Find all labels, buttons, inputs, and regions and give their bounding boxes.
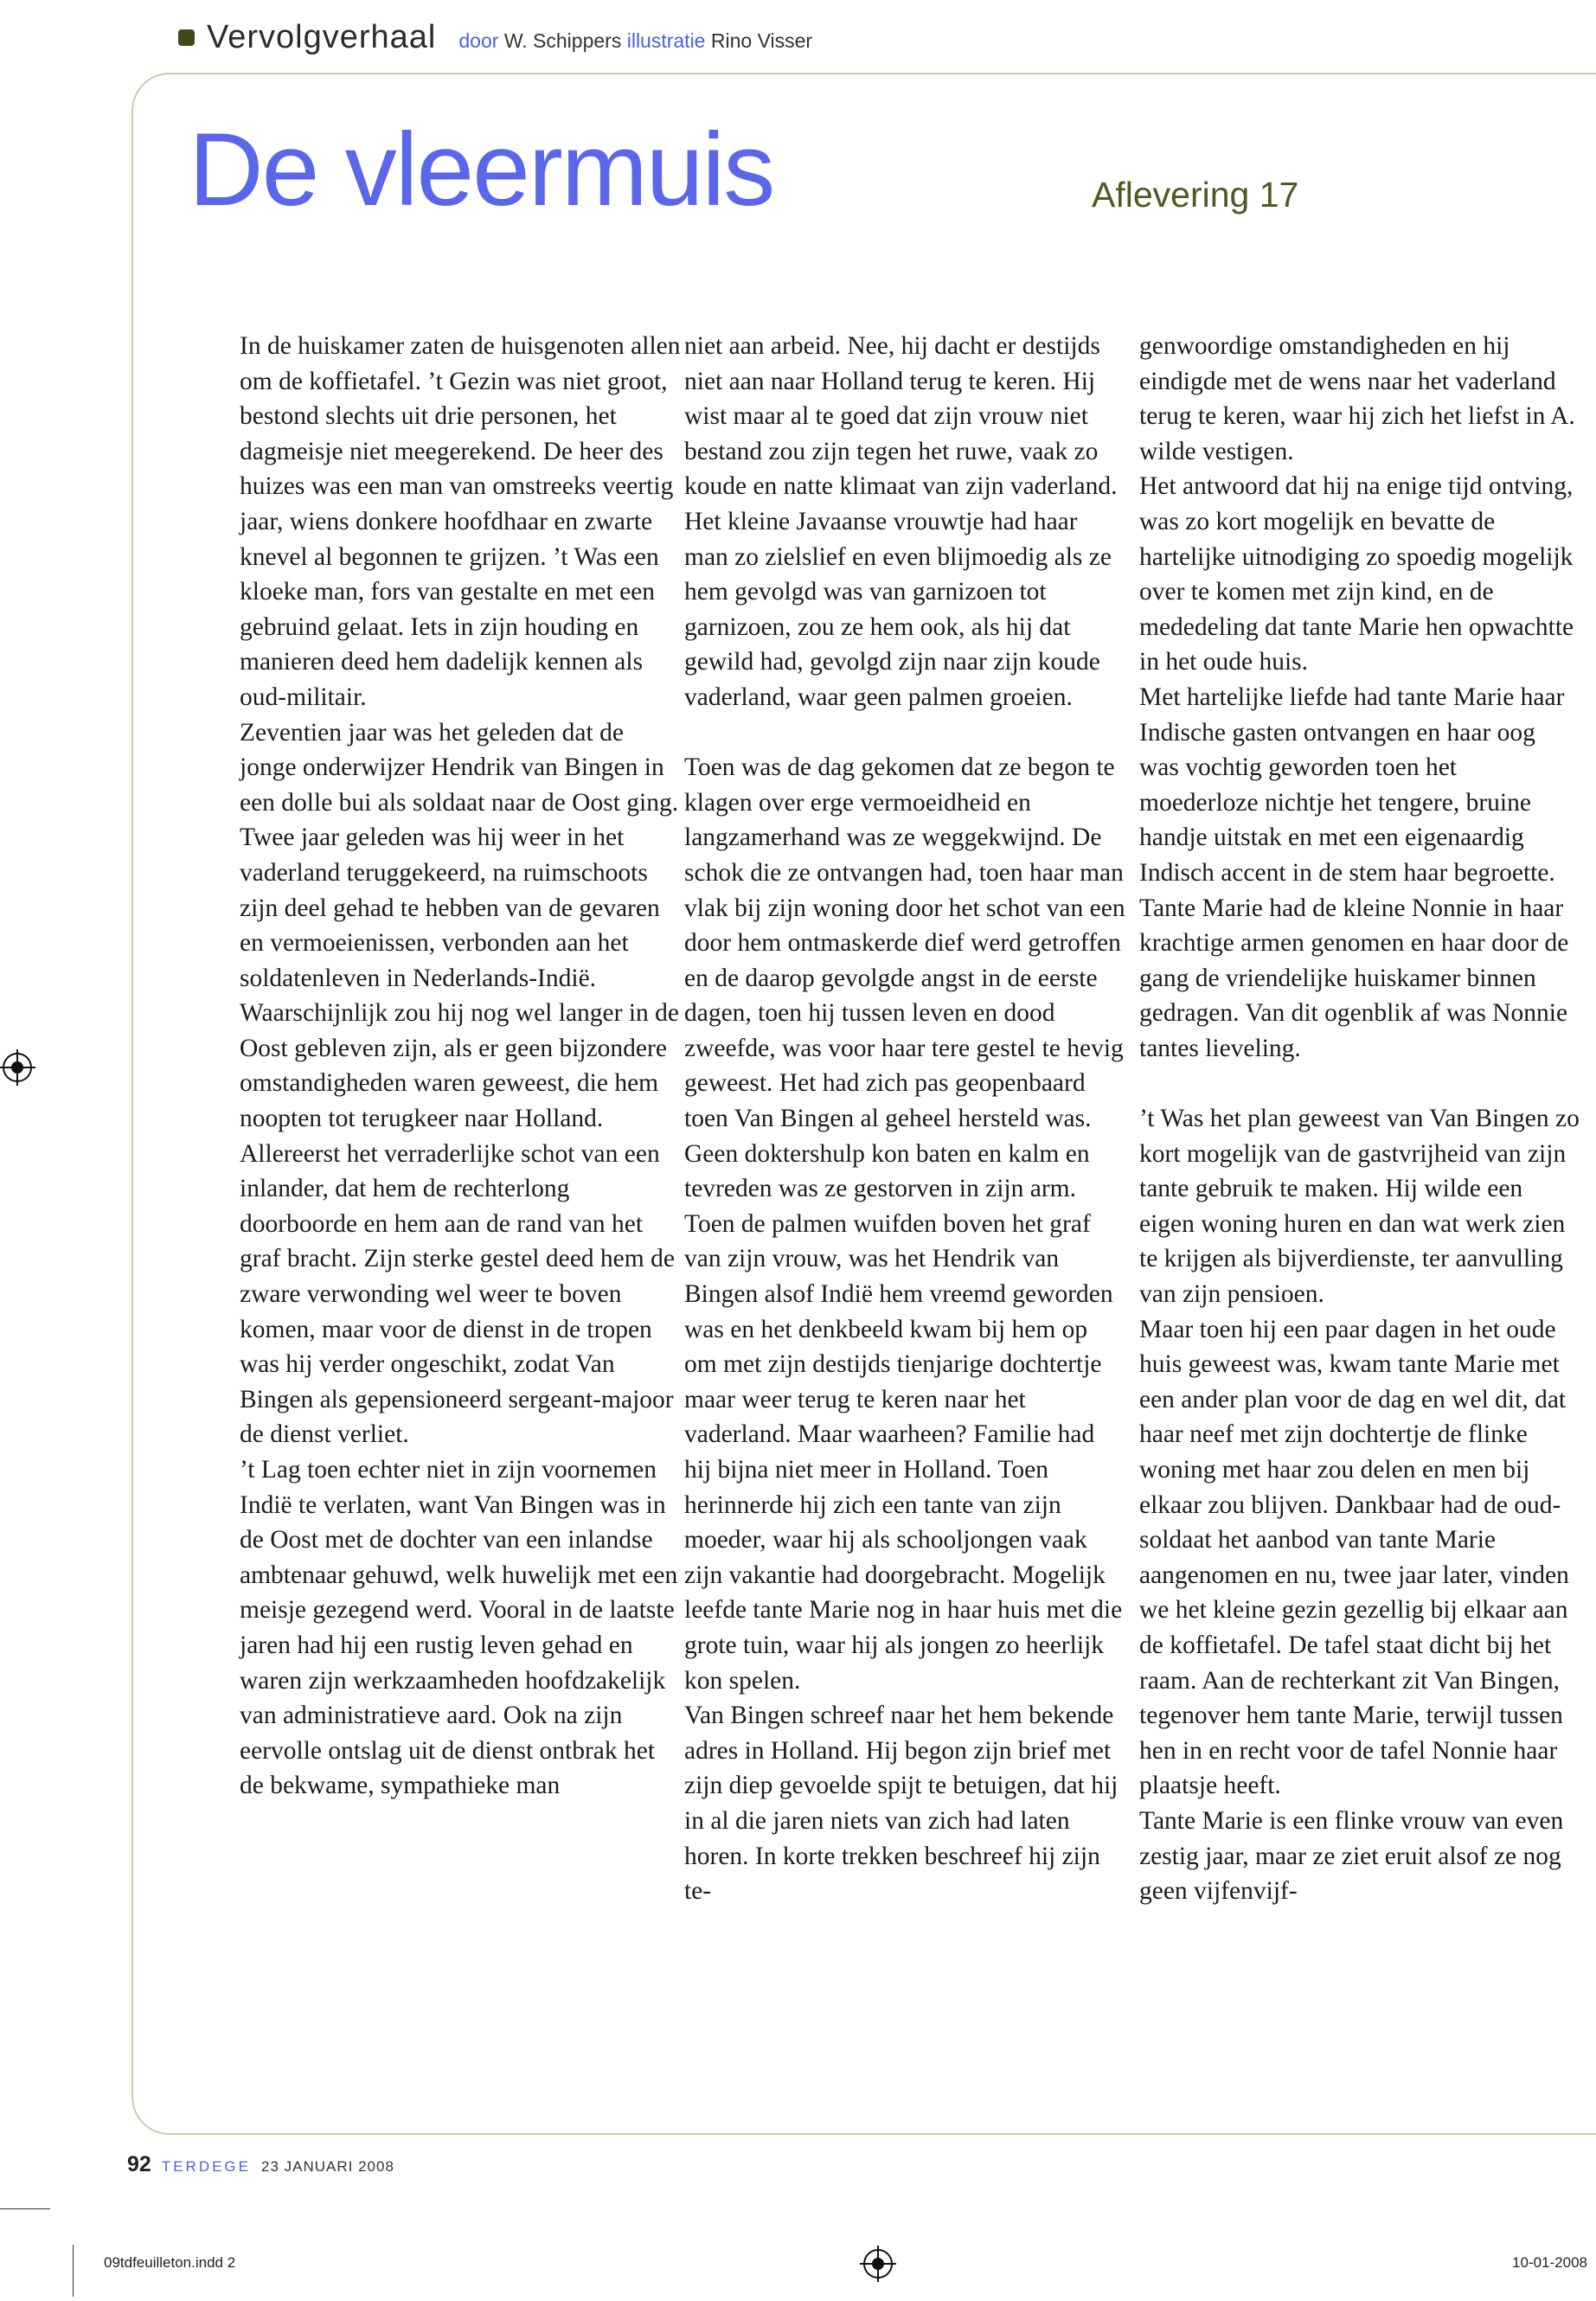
paragraph: Van Bingen schreef naar het hem bekende adres in Holland. Hij begon zijn brief met zijn diep gevoelde spijt te betuigen, dat hij in al die jaren niets van zich had laten horen. In korte trekken beschreef hij zijn te- bbox=[684, 1702, 1118, 1906]
section-label: Vervolgverhaal bbox=[207, 19, 437, 55]
crop-mark bbox=[73, 2245, 74, 2297]
paragraph: Waarschijnlijk zou hij nog wel langer in de Oost gebleven zijn, als er geen bijzondere omstandigheden waren geweest, die hem noopten tot terugkeer naar Holland. bbox=[240, 999, 679, 1133]
paragraph: Toen de palmen wuifden boven het graf van zijn vrouw, was het Hendrik van Bingen alsof Indië hem vreemd geworden was en het denkbeeld kwam bij hem op om met zijn destijds tienjarige dochtertje maar weer terug te keren naar het vaderland. Maar waarheen? Familie had hij bijna niet meer in Holland. Toen herinnerde hij zich een tante van zijn moeder, waar hij als schooljongen vaak zijn vakantie had doorgebracht. Mogelijk leefde tante Marie nog in haar huis met die grote tuin, waar hij als jongen zo heerlijk kon spelen. bbox=[684, 1209, 1123, 1695]
author-name: W. Schippers bbox=[503, 29, 622, 52]
slug-date: 10-01-2008 bbox=[1512, 2254, 1587, 2271]
slug-filename: 09tdfeuilleton.indd 2 bbox=[104, 2254, 236, 2271]
text-column-3 bbox=[1139, 329, 1580, 1909]
illustrator-role: illustratie bbox=[626, 29, 706, 52]
paragraph: Zeventien jaar was het geleden dat de jonge onderwijzer Hendrik van Bingen in een dolle bui als soldaat naar de Oost ging. Twee jaar geleden was hij weer in het vaderland teruggekeerd, na ruimschoots zijn deel gehad te hebben van de gevaren en vermoeienissen, verbonden aan het soldatenleven in Nederlands-Indië. bbox=[240, 718, 679, 992]
episode-label: Aflevering 17 bbox=[1092, 175, 1299, 215]
illustrator-name: Rino Visser bbox=[710, 29, 813, 52]
text-column-2 bbox=[684, 329, 1125, 1909]
paragraph: niet aan arbeid. Nee, hij dacht er destijds niet aan naar Holland terug te keren. Hij wist maar al te goed dat zijn vrouw niet bestand zou zijn tegen het ruwe, vaak zo koude en natte klimaat van zijn vaderland. bbox=[684, 332, 1118, 501]
crop-mark bbox=[0, 2208, 50, 2209]
registration-mark-icon bbox=[863, 2249, 893, 2279]
paragraph: Het antwoord dat hij na enige tijd ontving, was zo kort mogelijk en bevatte de hartelijke uitnodiging zo spoedig mogelijk over te komen met zijn kind, en de mededeling dat tante Marie hen opwachtte in het oude huis. bbox=[1139, 472, 1574, 676]
section-bullet-icon bbox=[178, 29, 195, 46]
paragraph: ’t Lag toen echter niet in zijn voornemen Indië te verlaten, want Van Bingen was in de Oost met de dochter van een inlandse ambtenaar gehuwd, welk huwelijk met een meisje gezegend werd. Vooral in de laatste jaren had hij een rustig leven gehad en waren zijn werkzaamheden hoofdzakelijk van administratieve aard. Ook na zijn eervolle ontslag uit de dienst ontbrak het de bekwame, sympathieke man bbox=[240, 1456, 678, 1800]
running-header bbox=[178, 19, 812, 71]
text-column-1 bbox=[240, 329, 681, 1804]
paragraph: Het kleine Javaanse vrouwtje had haar man zo zielslief en even blijmoedig als ze hem gevolgd was van garnizoen tot garnizoen, zou ze hem ook, als hij dat gewild had, gevolgd zijn naar zijn koude vaderland, waar geen palmen groeien. bbox=[684, 507, 1112, 711]
paragraph: Tante Marie is een flinke vrouw van even zestig jaar, maar ze ziet eruit alsof ze nog geen vijfenvijf- bbox=[1139, 1806, 1564, 1906]
credits bbox=[458, 29, 812, 53]
magazine-name: TERDEGE bbox=[161, 2158, 251, 2175]
paragraph: In de huiskamer zaten de huisgenoten allen om de koffietafel. ’t Gezin was niet groot, bestond slechts uit drie personen, het dagmeisje niet meegerekend. De heer des huizes was een man van omstreeks veertig jaar, wiens donkere hoofdhaar en zwarte knevel al begonnen te grijzen. ’t Was een kloeke man, fors van gestalte en met een gebruind gelaat. Iets in zijn houding en manieren deed hem dadelijk kennen als oud-militair. bbox=[240, 332, 681, 711]
page-number: 92 bbox=[127, 2152, 151, 2176]
paragraph: genwoordige omstandigheden en hij eindigde met de wens naar het vaderland terug te keren, waar hij zich het liefst in A. wilde vestigen. bbox=[1139, 332, 1575, 465]
page-footer bbox=[127, 2152, 394, 2177]
registration-mark-icon bbox=[3, 1053, 32, 1082]
paragraph: Maar toen hij een paar dagen in het oude huis geweest was, kwam tante Marie met een ander plan voor de dag en wel dit, dat haar neef met zijn dochtertje de flinke woning met haar zou delen en men bij elkaar zou blijven. Dankbaar had de oud-soldaat het aanbod van tante Marie aangenomen en nu, twee jaar later, vinden we het kleine gezin gezellig bij elkaar aan de koffietafel. De tafel staat dicht bij het raam. Aan de rechterkant zit Van Bingen, tegenover hem tante Marie, terwijl tussen hen in en recht voor de tafel Nonnie haar plaatsje heeft. bbox=[1139, 1315, 1569, 1800]
paragraph: Toen was de dag gekomen dat ze begon te klagen over erge vermoeidheid en langzamerhand was ze weggekwijnd. De schok die ze ontvangen had, toen haar man vlak bij zijn woning door het schot van een door hem ontmaskerde dief werd getroffen en de daarop gevolgde angst in de eerste dagen, toen hij tussen leven en dood zweefde, was voor haar tere gestel te hevig geweest. Het had zich pas geopenbaard toen Van Bingen al geheel hersteld was. Geen doktershulp kon baten en kalm en tevreden was ze gestorven in zijn arm. bbox=[684, 753, 1125, 1203]
paragraph: ’t Was het plan geweest van Van Bingen zo kort mogelijk van de gastvrijheid van zijn tante gebruik te maken. Hij wilde een eigen woning huren en dan wat werk zien te krijgen als bijverdienste, ter aanvulling van zijn pensioen. bbox=[1139, 1105, 1580, 1309]
paragraph: Allereerst het verraderlijke schot van een inlander, dat hem de rechterlong doorboorde en hem aan de rand van het graf bracht. Zijn sterke gestel deed hem de zware verwonding wel weer te boven komen, maar voor de dienst in de tropen was hij verder ongeschikt, zodat Van Bingen als gepensioneerd sergeant-majoor de dienst verliet. bbox=[240, 1139, 675, 1449]
author-role: door bbox=[458, 29, 499, 52]
issue-date: 23 JANUARI 2008 bbox=[261, 2158, 394, 2175]
article-title: De vleermuis bbox=[189, 112, 774, 228]
paragraph: Met hartelijke liefde had tante Marie haar Indische gasten ontvangen en haar oog was vochtig geworden toen het moederloze nichtje het tengere, bruine handje uitstak en met een eigenaardig Indisch accent in de stem haar begroette. Tante Marie had de kleine Nonnie in haar krachtige armen genomen en haar door de gang de vriendelijke huiskamer binnen gedragen. Van dit ogenblik af was Nonnie tantes lieveling. bbox=[1139, 683, 1569, 1062]
